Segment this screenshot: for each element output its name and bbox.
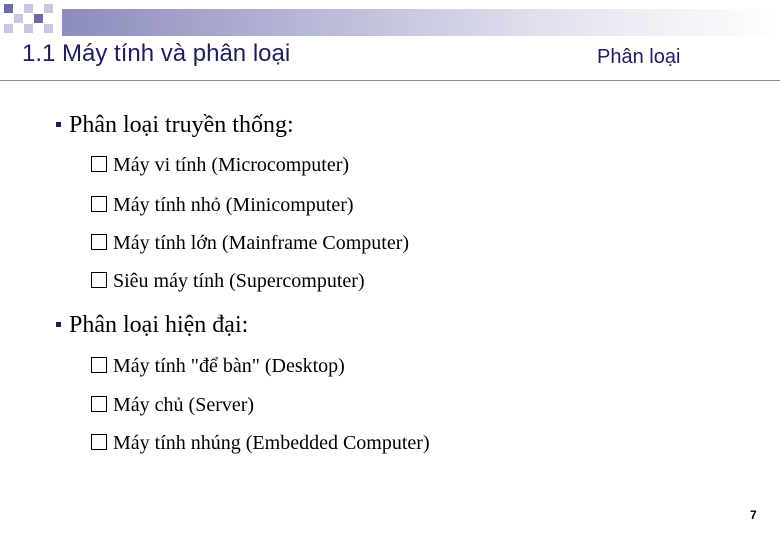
checkbox-square-icon xyxy=(91,234,107,250)
deco-square xyxy=(44,24,53,33)
list-item xyxy=(91,154,349,177)
list-item-text: Máy tính lớn (Mainframe Computer) xyxy=(113,232,410,254)
traditional-heading-text: Phân loại truyền thống: xyxy=(69,112,294,138)
checkbox-square-icon xyxy=(91,156,107,172)
deco-square xyxy=(44,4,53,13)
modern-heading xyxy=(56,312,248,339)
list-item-text: Máy tính nhúng (Embedded Computer) xyxy=(113,432,430,454)
checkbox-square-icon xyxy=(91,357,107,373)
list-item xyxy=(91,394,254,417)
slide-title: 1.1 Máy tính và phân loại xyxy=(22,40,291,67)
list-item-text: Siêu máy tính (Supercomputer) xyxy=(113,270,365,292)
deco-square xyxy=(34,14,43,23)
title-divider xyxy=(0,80,780,81)
list-item xyxy=(91,194,354,217)
page-number: 7 xyxy=(750,508,757,522)
checkbox-square-icon xyxy=(91,396,107,412)
deco-square xyxy=(4,24,13,33)
list-item xyxy=(91,355,345,378)
section-label: Phân loại xyxy=(597,46,681,68)
list-item-text: Máy chủ (Server) xyxy=(113,394,255,416)
header-decoration xyxy=(0,0,780,44)
deco-square xyxy=(14,14,23,23)
list-item-text: Máy tính nhỏ (Minicomputer) xyxy=(113,194,354,216)
list-item xyxy=(91,432,430,455)
list-item xyxy=(91,270,365,293)
checkbox-square-icon xyxy=(91,434,107,450)
list-item-text: Máy vi tính (Microcomputer) xyxy=(113,154,350,176)
deco-square xyxy=(4,4,13,13)
deco-square xyxy=(24,4,33,13)
bullet-square-icon xyxy=(56,322,61,327)
list-item-text: Máy tính "để bàn" (Desktop) xyxy=(113,355,345,377)
list-item xyxy=(91,232,409,255)
bullet-square-icon xyxy=(56,122,61,127)
deco-square xyxy=(24,24,33,33)
traditional-heading xyxy=(56,112,294,139)
modern-heading-text: Phân loại hiện đại: xyxy=(69,312,249,338)
checkbox-square-icon xyxy=(91,272,107,288)
checkbox-square-icon xyxy=(91,196,107,212)
header-gradient-bar xyxy=(62,9,780,36)
